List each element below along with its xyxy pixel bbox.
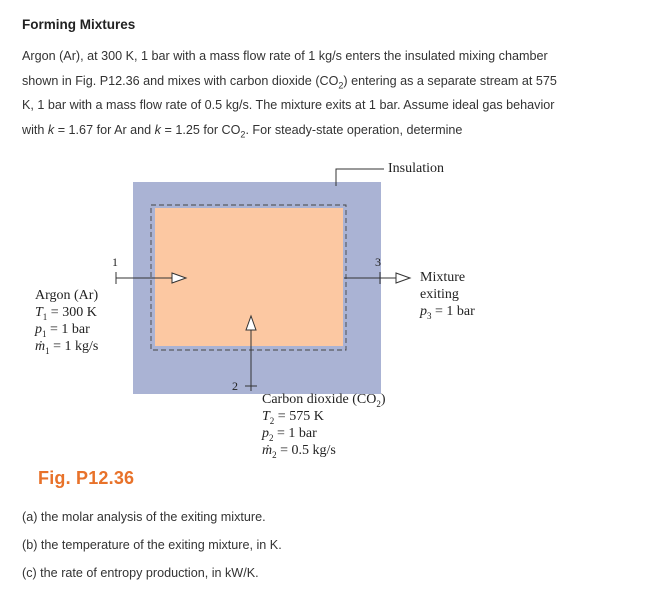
mixing-chamber-diagram bbox=[0, 150, 649, 470]
port-1-label: 1 bbox=[112, 255, 118, 269]
problem-statement bbox=[22, 44, 622, 142]
co2-mass-flow: ṁ$_2$ = 0.5 kg/s bbox=[262, 443, 336, 460]
question-c: (c) the rate of entropy production, in kW/K. bbox=[22, 566, 259, 580]
statement-line-1: Argon (Ar), at 300 K, 1 bar with a mass flow rate of 1 kg/s enters the insulated mixing chamber bbox=[22, 49, 548, 63]
statement-line-3: K, 1 bar with a mass flow rate of 0.5 kg/s. The mixture exits at 1 bar. Assume ideal gas behavior bbox=[22, 98, 555, 112]
argon-pressure: $p_1 = 1$ bar bbox=[35, 322, 90, 339]
mixture-label-line2: exiting bbox=[420, 287, 459, 302]
argon-mass-flow: ṁ$_1$ = 1 kg/s bbox=[35, 339, 99, 356]
question-a: (a) the molar analysis of the exiting mixture. bbox=[22, 510, 266, 524]
port-3-label: 3 bbox=[375, 255, 381, 269]
co2-pressure: $p_2 = 1$ bar bbox=[262, 426, 317, 443]
figure-label: Fig. P12.36 bbox=[38, 468, 135, 488]
question-b: (b) the temperature of the exiting mixture, in K. bbox=[22, 538, 282, 552]
problem-title: Forming Mixtures bbox=[22, 17, 136, 32]
mixture-label-line1: Mixture bbox=[420, 270, 466, 285]
statement-line-2: shown in Fig. P12.36 and mixes with carbon dioxide $(CO_2)$ entering as a separate stream at 575 bbox=[22, 73, 557, 91]
mixture-pressure: $p_3 = 1$ bar bbox=[420, 304, 475, 321]
port-2-label: 2 bbox=[232, 379, 238, 393]
insulation-label: Insulation bbox=[388, 161, 444, 176]
statement-line-4: with k = 1.67 for Ar and k = 1.25 for $CO_2$. For steady-state operation, determine bbox=[22, 122, 463, 140]
argon-temperature: $T_1 = 300$ K bbox=[35, 305, 97, 322]
mixing-chamber-svg bbox=[0, 150, 649, 470]
outlet-3-arrow-icon bbox=[396, 273, 410, 283]
co2-name: Carbon dioxide $(CO_2)$ bbox=[262, 392, 386, 409]
argon-name: Argon (Ar) bbox=[35, 288, 99, 303]
co2-temperature: $T_2 = 575$ K bbox=[262, 409, 324, 426]
